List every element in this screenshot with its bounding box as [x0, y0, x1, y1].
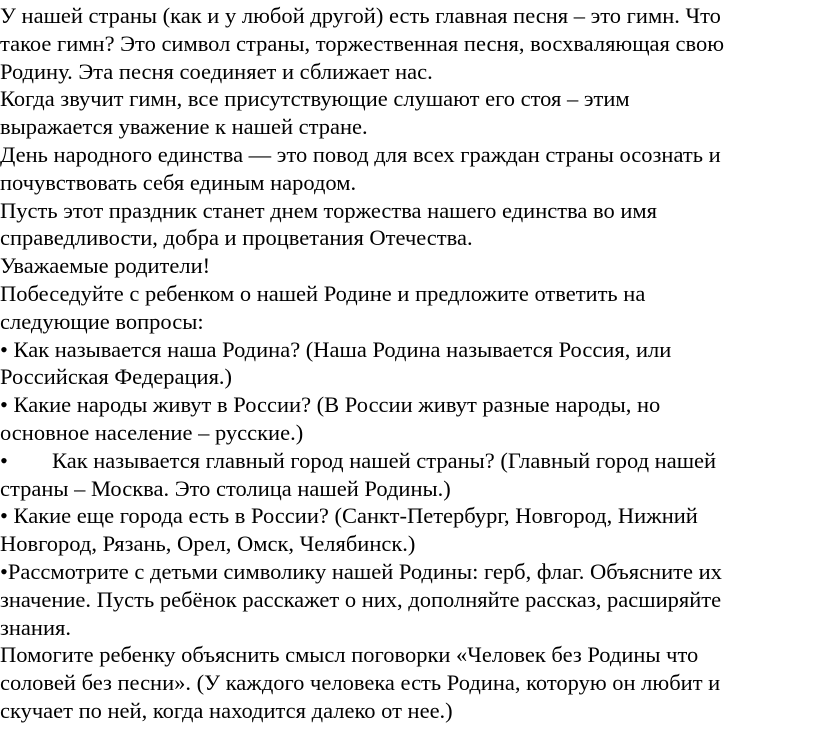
- text-line: У нашей страны (как и у любой другой) есть главная песня – это гимн. Что: [0, 3, 721, 28]
- text-line: Помогите ребенку объяснить смысл поговорки «Человек без Родины что: [0, 642, 699, 668]
- text-line: следующие вопросы:: [0, 308, 204, 334]
- paragraph-proverb-task: [0, 641, 816, 724]
- text-line: Пусть этот праздник станет днем торжества нашего единства во имя: [0, 197, 657, 223]
- bullet-text: Как называется главный город нашей страны? (Главный город нашей: [52, 447, 717, 473]
- paragraph-anthem-intro: [0, 2, 816, 85]
- paragraph-greeting: [0, 252, 816, 280]
- text-line: соловей без песни». (У каждого человека есть Родина, которую он любит и: [0, 670, 721, 696]
- paragraph-anthem-respect: [0, 85, 816, 141]
- paragraph-question-cities: [0, 502, 816, 558]
- text-line: такое гимн? Это символ страны, торжественная песня, восхваляющая свою: [0, 30, 725, 56]
- bullet-mark: •: [0, 447, 8, 473]
- paragraph-unity-day: [0, 141, 816, 197]
- text-line: День народного единства — это повод для всех граждан страны осознать и: [0, 141, 721, 167]
- text-line: • Какие народы живут в России? (В России живут разные народы, но: [0, 392, 661, 418]
- text-line: • Как называется наша Родина? (Наша Родина называется Россия, или: [0, 336, 672, 362]
- text-line: страны – Москва. Это столица нашей Родины.): [0, 475, 451, 501]
- text-line: Родину. Эта песня соединяет и сближает нас.: [0, 58, 433, 84]
- text-line: почувствовать себя единым народом.: [0, 169, 357, 195]
- text-line: знания.: [0, 614, 71, 640]
- paragraph-question-name: [0, 336, 816, 392]
- text-line: • Какие еще города есть в России? (Санкт-Петербург, Новгород, Нижний: [0, 503, 698, 529]
- text-line: Побеседуйте с ребенком о нашей Родине и предложите ответить на: [0, 280, 646, 306]
- paragraph-celebration-wish: [0, 197, 816, 253]
- text-line: выражается уважение к нашей стране.: [0, 114, 368, 140]
- text-line: •Рассмотрите с детьми символику нашей Родины: герб, флаг. Объясните их: [0, 558, 722, 584]
- paragraph-symbols-task: [0, 558, 816, 641]
- text-line: Российская Федерация.): [0, 364, 233, 390]
- text-line: значение. Пусть ребёнок расскажет о них, дополняйте рассказ, расширяйте: [0, 586, 722, 612]
- paragraph-question-capital: [0, 447, 816, 503]
- text-line: Новгород, Рязань, Орел, Омск, Челябинск.): [0, 531, 416, 557]
- text-line: основное население – русские.): [0, 419, 304, 445]
- text-line: справедливости, добра и процветания Отечества.: [0, 225, 473, 251]
- paragraph-task-intro: [0, 280, 816, 336]
- text-line: Уважаемые родители!: [0, 253, 211, 279]
- paragraph-question-peoples: [0, 391, 816, 447]
- text-line: скучает по ней, когда находится далеко от нее.): [0, 697, 453, 723]
- text-line: Когда звучит гимн, все присутствующие слушают его стоя – этим: [0, 86, 630, 112]
- text-line: [0, 447, 812, 475]
